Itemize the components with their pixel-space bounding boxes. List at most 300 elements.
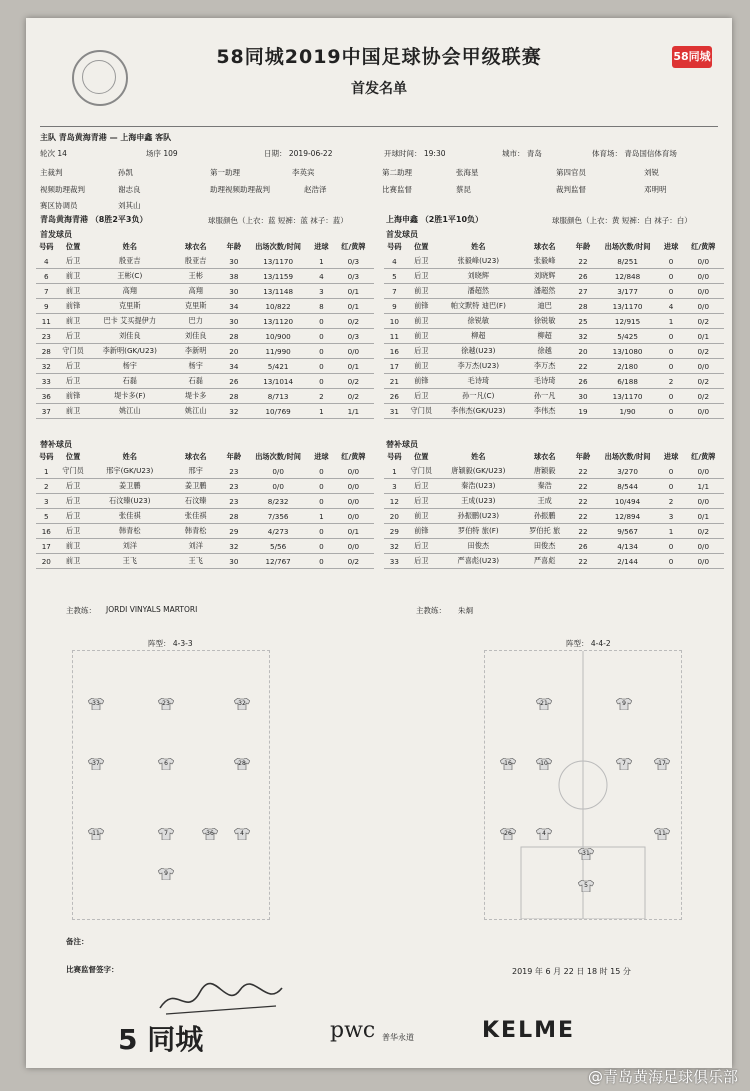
table-cell: 严喜彪 <box>519 554 571 569</box>
shirt-number: 23 <box>162 700 170 707</box>
table-cell: 13/1170 <box>246 254 310 269</box>
table-cell: 12/894 <box>595 509 659 524</box>
table-cell: 12/848 <box>595 269 659 284</box>
table-cell: 罗伯托 旅 <box>519 524 571 539</box>
table-row <box>36 539 374 554</box>
table-cell: 徐锐敏 <box>519 314 571 329</box>
table-cell: 杨宇 <box>90 359 170 374</box>
table-cell: 16 <box>36 524 57 539</box>
table-cell: 26 <box>571 374 596 389</box>
shirt-number: 11 <box>92 830 100 837</box>
column-header: 出场次数/时间 <box>255 452 301 461</box>
sponsor-pwc-cn: 普华永道 <box>382 1033 414 1042</box>
table-row <box>384 299 724 314</box>
table-cell: 前卫 <box>57 539 90 554</box>
table-cell: 0/2 <box>333 554 374 569</box>
shirt-number: 5 <box>584 882 588 889</box>
table-cell: 前卫 <box>57 404 90 419</box>
table-cell: 克里斯 <box>170 299 222 314</box>
shirt-number: 7 <box>164 830 168 837</box>
table-row <box>384 509 724 524</box>
table-cell: 0 <box>310 479 333 494</box>
table-cell: 石汶臻(U23) <box>90 494 170 509</box>
table-row <box>384 494 724 509</box>
table-cell: 29 <box>221 524 246 539</box>
table-cell: 后卫 <box>57 359 90 374</box>
away-starters-table <box>384 240 724 419</box>
shirt-number: 4 <box>542 830 546 837</box>
table-cell: 1 <box>36 464 57 479</box>
table-cell: 2/144 <box>595 554 659 569</box>
table-cell: 0/0 <box>682 254 724 269</box>
table-cell: 11 <box>384 329 405 344</box>
table-cell: 0/0 <box>682 269 724 284</box>
table-cell: 唐颖毅 <box>519 464 571 479</box>
table-cell: 10 <box>384 314 405 329</box>
table-cell: 高翔 <box>90 284 170 299</box>
table-cell: 0 <box>660 389 683 404</box>
table-cell: 严喜彪(U23) <box>438 554 519 569</box>
table-cell: 0/0 <box>682 554 724 569</box>
table-cell: 4 <box>36 254 57 269</box>
table-cell: 田俊杰 <box>519 539 571 554</box>
match-sheet <box>26 18 732 1068</box>
signature-label: 比赛监督签字： <box>66 965 119 974</box>
table-cell: 32 <box>36 359 57 374</box>
table-cell: 王飞 <box>170 554 222 569</box>
player-shirt-icon <box>234 698 250 710</box>
table-cell: 13/1120 <box>246 314 310 329</box>
column-header: 球衣名 <box>533 452 556 461</box>
pitch-markings <box>485 651 681 919</box>
table-cell: 后卫 <box>405 269 438 284</box>
table-header <box>36 450 374 464</box>
table-cell: 0 <box>660 464 683 479</box>
table-cell: 堤卡多(F) <box>90 389 170 404</box>
table-cell: 32 <box>384 539 405 554</box>
match-date: 日期： 2019-06-22 <box>264 149 333 158</box>
table-cell: 11 <box>36 314 57 329</box>
table-cell: 姚江山 <box>170 404 222 419</box>
table-cell: 0/0 <box>333 344 374 359</box>
table-cell: 0/1 <box>333 299 374 314</box>
table-cell: 巴卡 艾买提伊力 <box>90 314 170 329</box>
column-header: 号码 <box>387 242 402 251</box>
table-cell: 秦浩 <box>519 479 571 494</box>
table-cell: 22 <box>571 524 596 539</box>
table-cell: 0/2 <box>682 344 724 359</box>
table-cell: 7/356 <box>246 509 310 524</box>
table-cell: 李伟杰(GK/U23) <box>438 404 519 419</box>
table-cell: 1/1 <box>682 479 724 494</box>
table-cell: 前卫 <box>57 314 90 329</box>
table-cell: 0/2 <box>682 389 724 404</box>
table-cell: 后卫 <box>57 524 90 539</box>
table-cell: 0 <box>310 344 333 359</box>
table-cell: 37 <box>36 404 57 419</box>
table-cell: 9/567 <box>595 524 659 539</box>
table-row <box>36 554 374 569</box>
table-cell: 0/0 <box>682 494 724 509</box>
table-row <box>36 314 374 329</box>
column-header: 年龄 <box>226 452 242 461</box>
table-cell: 5/425 <box>595 329 659 344</box>
table-cell: 0/2 <box>682 524 724 539</box>
table-cell: 前卫 <box>405 314 438 329</box>
table-cell: 29 <box>384 524 405 539</box>
table-cell: 28 <box>221 509 246 524</box>
away-subs-table <box>384 450 724 569</box>
home-starters-label: 首发球员 <box>40 230 72 239</box>
table-cell: 罗伯特 旅(F) <box>438 524 519 539</box>
notes-label: 备注： <box>66 937 89 946</box>
table-cell: 0 <box>310 524 333 539</box>
column-header: 出场次数/时间 <box>604 452 651 461</box>
table-cell: 1 <box>660 314 683 329</box>
table-cell: 20 <box>571 344 596 359</box>
table-cell: 唐颖毅(GK/U23) <box>438 464 519 479</box>
table-cell: 守门员 <box>405 464 438 479</box>
table-row <box>36 374 374 389</box>
table-cell: 1/1 <box>333 404 374 419</box>
table-cell: 0/0 <box>333 494 374 509</box>
column-header: 出场次数/时间 <box>604 242 651 251</box>
table-cell: 田俊杰 <box>438 539 519 554</box>
table-cell: 刘佳良 <box>90 329 170 344</box>
table-cell: 0/2 <box>333 314 374 329</box>
shirt-number: 9 <box>164 870 168 877</box>
table-row <box>384 464 724 479</box>
column-header: 位置 <box>414 452 429 461</box>
table-cell: 0 <box>310 464 333 479</box>
table-row <box>384 359 724 374</box>
table-cell: 0/0 <box>333 479 374 494</box>
table-cell: 0 <box>660 479 683 494</box>
column-header: 姓名 <box>471 242 486 251</box>
table-cell: 后卫 <box>57 494 90 509</box>
table-cell: 孙一凡(C) <box>438 389 519 404</box>
shirt-number: 4 <box>240 830 244 837</box>
table-cell: 韩青松 <box>90 524 170 539</box>
table-cell: 刘晓辉 <box>438 269 519 284</box>
player-shirt-icon <box>158 868 174 880</box>
table-cell: 33 <box>384 554 405 569</box>
table-cell: 38 <box>221 269 246 284</box>
table-row <box>384 269 724 284</box>
table-cell: 李万杰(U23) <box>438 359 519 374</box>
column-header: 年龄 <box>575 242 591 251</box>
shirt-number: 21 <box>540 700 548 707</box>
home-subs-table <box>36 450 374 569</box>
home-kit: 球服颜色（上衣：蓝 短裤：蓝 袜子：蓝） <box>208 216 348 225</box>
home-coach: JORDI VINYALS MARTORI <box>106 605 198 614</box>
shirt-number: 31 <box>582 850 590 857</box>
table-row <box>384 329 724 344</box>
table-row <box>384 314 724 329</box>
table-cell: 12 <box>384 494 405 509</box>
table-row <box>384 479 724 494</box>
player-shirt-icon <box>88 698 104 710</box>
venue: 体育场： 青岛国信体育场 <box>592 149 677 158</box>
table-cell: 堤卡多 <box>170 389 222 404</box>
table-cell: 10/822 <box>246 299 310 314</box>
table-cell: 32 <box>221 404 246 419</box>
table-cell: 22 <box>571 509 596 524</box>
fourth-official: 刘锐 <box>644 168 659 177</box>
player-shirt-icon <box>536 828 552 840</box>
table-cell: 孙一凡 <box>519 389 571 404</box>
table-cell: 5 <box>36 509 57 524</box>
table-cell: 后卫 <box>405 494 438 509</box>
sponsor-pwc: pwc <box>330 1018 376 1043</box>
table-cell: 26 <box>571 539 596 554</box>
shirt-number: 33 <box>92 700 100 707</box>
table-cell: 17 <box>36 539 57 554</box>
table-cell: 秦浩(U23) <box>438 479 519 494</box>
table-cell: 3/177 <box>595 284 659 299</box>
table-cell: 5 <box>384 269 405 284</box>
shirt-number: 26 <box>504 830 512 837</box>
avar-label: 助理视频助理裁判 <box>210 185 270 194</box>
table-cell: 1 <box>384 464 405 479</box>
avar: 赵浩泽 <box>304 185 327 194</box>
table-row <box>36 329 374 344</box>
table-cell: 李伟杰 <box>519 404 571 419</box>
table-cell: 8/713 <box>246 389 310 404</box>
table-cell: 孙振鹏 <box>519 509 571 524</box>
player-shirt-icon <box>616 758 632 770</box>
table-cell: 石汶臻 <box>170 494 222 509</box>
divider <box>40 126 718 127</box>
sequence: 场序 109 <box>146 149 178 158</box>
player-shirt-icon <box>158 758 174 770</box>
table-cell: 3 <box>36 494 57 509</box>
table-cell: 1 <box>310 509 333 524</box>
table-cell: 孙振鹏(U23) <box>438 509 519 524</box>
table-cell: 0/1 <box>333 524 374 539</box>
table-cell: 13/1148 <box>246 284 310 299</box>
table-cell: 0 <box>660 539 683 554</box>
table-cell: 22 <box>571 494 596 509</box>
table-cell: 27 <box>571 284 596 299</box>
var: 谢志良 <box>118 185 141 194</box>
table-cell: 前卫 <box>405 509 438 524</box>
sponsor-58: 5 同城 <box>118 1023 204 1056</box>
table-cell: 柳超 <box>438 329 519 344</box>
table-row <box>36 299 374 314</box>
table-cell: 后卫 <box>57 374 90 389</box>
table-cell: 巴力 <box>170 314 222 329</box>
ref-coordinator-label: 赛区协调员 <box>40 201 78 210</box>
table-row <box>36 464 374 479</box>
table-cell: 0 <box>660 269 683 284</box>
table-cell: 13/1159 <box>246 269 310 284</box>
column-header: 红/黄牌 <box>691 452 716 461</box>
weibo-watermark: @青岛黄海足球俱乐部 <box>587 1068 738 1086</box>
table-cell: 3 <box>384 479 405 494</box>
column-header: 位置 <box>65 452 81 461</box>
table-cell: 后卫 <box>405 479 438 494</box>
table-cell: 0 <box>310 374 333 389</box>
player-shirt-icon <box>654 758 670 770</box>
table-cell: 34 <box>221 299 246 314</box>
table-cell: 6/188 <box>595 374 659 389</box>
player-shirt-icon <box>234 828 250 840</box>
referee-label: 主裁判 <box>40 168 63 177</box>
table-cell: 0 <box>310 554 333 569</box>
column-header: 红/黄牌 <box>341 452 366 461</box>
table-cell: 邢宇 <box>170 464 222 479</box>
table-cell: 前卫 <box>57 554 90 569</box>
table-cell: 高翔 <box>170 284 222 299</box>
table-row <box>36 254 374 269</box>
player-shirt-icon <box>88 828 104 840</box>
table-cell: 34 <box>221 359 246 374</box>
column-header: 号码 <box>387 452 402 461</box>
table-cell: 王彬(C) <box>90 269 170 284</box>
table-cell: 王飞 <box>90 554 170 569</box>
table-cell: 0 <box>660 329 683 344</box>
shirt-number: 10 <box>540 760 548 767</box>
home-formation: 阵型： 4-3-3 <box>148 639 193 648</box>
table-cell: 9 <box>36 299 57 314</box>
table-cell: 23 <box>221 479 246 494</box>
table-cell: 前卫 <box>57 284 90 299</box>
table-cell: 23 <box>221 494 246 509</box>
table-cell: 2 <box>310 389 333 404</box>
table-cell: 20 <box>221 344 246 359</box>
table-cell: 6 <box>36 269 57 284</box>
table-cell: 4 <box>660 299 683 314</box>
table-cell: 姚江山 <box>90 404 170 419</box>
shirt-number: 36 <box>206 830 214 837</box>
table-cell: 10/494 <box>595 494 659 509</box>
table-header <box>36 240 374 254</box>
table-cell: 柳超 <box>519 329 571 344</box>
table-cell: 0/2 <box>333 374 374 389</box>
column-header: 位置 <box>65 242 81 251</box>
column-header: 位置 <box>414 242 429 251</box>
table-cell: 0/2 <box>682 314 724 329</box>
column-header: 号码 <box>39 242 54 251</box>
column-header: 球衣名 <box>184 242 207 251</box>
table-cell: 0 <box>310 314 333 329</box>
table-row <box>36 479 374 494</box>
table-cell: 3/270 <box>595 464 659 479</box>
table-cell: 帕文默特 迪巴(F) <box>438 299 519 314</box>
page-title: 58同城2019中国足球协会甲级联赛 <box>216 46 542 68</box>
table-cell: 0/0 <box>682 404 724 419</box>
ar1-label: 第一助理 <box>210 168 240 177</box>
table-cell: 0/0 <box>682 284 724 299</box>
column-header: 姓名 <box>122 452 137 461</box>
player-shirt-icon <box>654 828 670 840</box>
table-cell: 0/2 <box>333 389 374 404</box>
table-cell: 8 <box>310 299 333 314</box>
table-row <box>384 389 724 404</box>
table-cell: 0/3 <box>333 269 374 284</box>
table-cell: 石磊 <box>170 374 222 389</box>
table-cell: 0 <box>310 539 333 554</box>
table-cell: 20 <box>36 554 57 569</box>
table-row <box>36 509 374 524</box>
table-cell: 8/251 <box>595 254 659 269</box>
table-cell: 后卫 <box>57 479 90 494</box>
away-coach-label: 主教练： <box>416 606 446 615</box>
table-cell: 30 <box>221 254 246 269</box>
table-cell: 4 <box>384 254 405 269</box>
table-cell: 杨宇 <box>170 359 222 374</box>
table-header <box>384 240 724 254</box>
table-cell: 李新明 <box>170 344 222 359</box>
table-cell: 0/1 <box>682 509 724 524</box>
table-cell: 0 <box>660 554 683 569</box>
table-cell: 0 <box>660 404 683 419</box>
table-cell: 迪巴 <box>519 299 571 314</box>
var-label: 视频助理裁判 <box>40 185 85 194</box>
table-cell: 前卫 <box>405 284 438 299</box>
column-header: 红/黄牌 <box>341 242 366 251</box>
table-cell: 后卫 <box>57 254 90 269</box>
table-cell: 王成 <box>519 494 571 509</box>
table-cell: 0/0 <box>246 464 310 479</box>
table-cell: 潘超然 <box>519 284 571 299</box>
table-cell: 2 <box>660 374 683 389</box>
table-cell: 李新明(GK/U23) <box>90 344 170 359</box>
away-subs-label: 替补球员 <box>386 440 418 449</box>
table-cell: 32 <box>221 539 246 554</box>
table-cell: 刘洋 <box>90 539 170 554</box>
table-cell: 前锋 <box>405 374 438 389</box>
table-cell: 0/1 <box>333 284 374 299</box>
column-header: 号码 <box>39 452 54 461</box>
player-shirt-icon <box>158 698 174 710</box>
ref-coordinator: 刘其山 <box>118 201 141 210</box>
table-cell: 毛诗琦 <box>438 374 519 389</box>
column-header: 姓名 <box>471 452 486 461</box>
table-cell: 张佳祺 <box>170 509 222 524</box>
table-cell: 0 <box>310 359 333 374</box>
signature <box>156 978 286 1020</box>
table-cell: 0 <box>310 329 333 344</box>
table-cell: 7 <box>384 284 405 299</box>
shirt-number: 28 <box>238 760 246 767</box>
table-row <box>36 269 374 284</box>
table-cell: 4 <box>310 269 333 284</box>
player-shirt-icon <box>536 698 552 710</box>
table-cell: 后卫 <box>405 539 438 554</box>
player-shirt-icon <box>578 880 594 892</box>
away-coach: 朱炯 <box>458 606 473 615</box>
table-cell: 后卫 <box>405 344 438 359</box>
table-cell: 22 <box>571 464 596 479</box>
table-cell: 2/180 <box>595 359 659 374</box>
player-shirt-icon <box>202 828 218 840</box>
table-cell: 王彬 <box>170 269 222 284</box>
table-cell: 22 <box>571 554 596 569</box>
table-cell: 28 <box>571 299 596 314</box>
kickoff-time: 开球时间： 19:30 <box>384 149 446 158</box>
ar1: 李英宾 <box>292 168 315 177</box>
table-cell: 13/1014 <box>246 374 310 389</box>
table-cell: 16 <box>384 344 405 359</box>
table-cell: 0/0 <box>682 359 724 374</box>
table-cell: 1/90 <box>595 404 659 419</box>
table-row <box>384 344 724 359</box>
table-cell: 0/0 <box>333 539 374 554</box>
shirt-number: 6 <box>164 760 168 767</box>
table-cell: 1 <box>660 524 683 539</box>
